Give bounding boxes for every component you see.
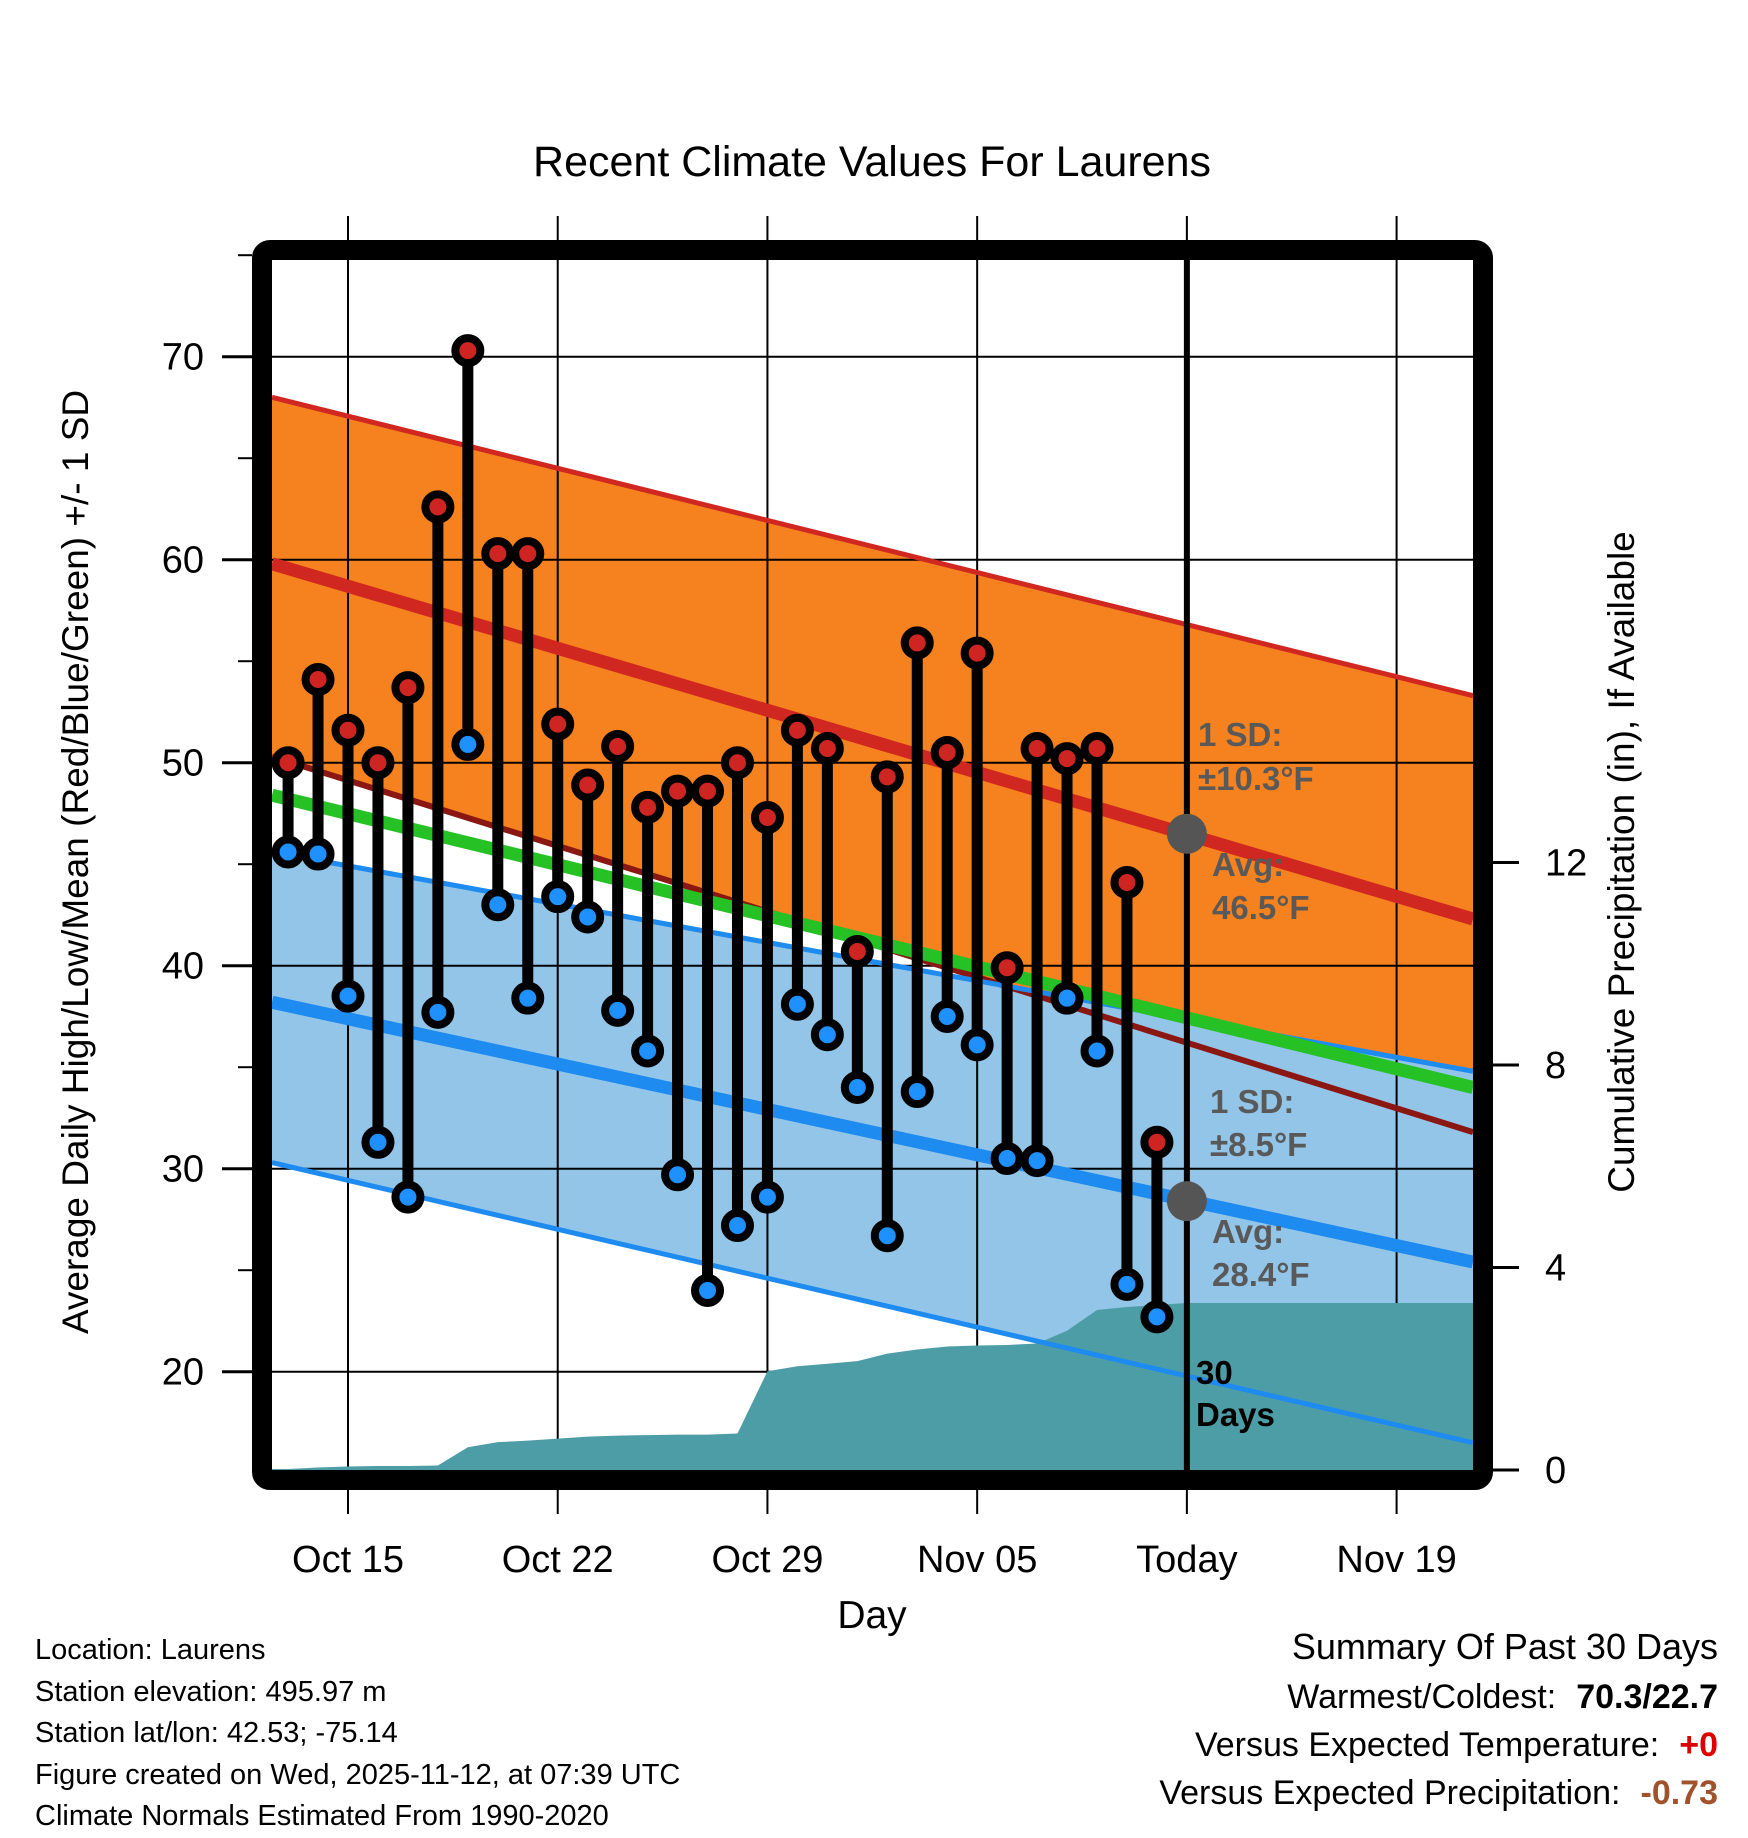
daily-high-dot <box>336 718 361 743</box>
climate-normals-note: Climate Normals Estimated From 1990-2020 <box>35 1800 609 1832</box>
left-tick-label: 60 <box>161 539 204 582</box>
plot-area <box>162 216 1588 1581</box>
station-latlon: Station lat/lon: 42.53; -75.14 <box>35 1717 398 1749</box>
daily-low-dot <box>425 1000 450 1025</box>
summary-row-warmest-coldest <box>1159 1678 1718 1717</box>
summary-row-vs-temp <box>1159 1726 1718 1765</box>
daily-low-dot <box>605 998 630 1023</box>
vs-precip-value: -0.73 <box>1640 1774 1718 1812</box>
daily-low-dot <box>665 1162 690 1187</box>
daily-high-dot <box>306 667 331 692</box>
daily-low-dot <box>725 1213 750 1238</box>
daily-low-dot <box>1144 1304 1169 1329</box>
x-tick-label: Nov 19 <box>1336 1539 1457 1581</box>
daily-high-dot <box>725 750 750 775</box>
warmest-coldest-value: 70.3/22.7 <box>1576 1678 1718 1716</box>
daily-low-dot <box>905 1079 930 1104</box>
today-avg-low-marker <box>1167 1181 1207 1221</box>
daily-low-dot <box>515 986 540 1011</box>
precip-area <box>272 1303 1473 1470</box>
left-tick-label: 30 <box>161 1148 204 1191</box>
daily-low-dot <box>545 884 570 909</box>
low-avg-value: 28.4°F <box>1212 1256 1310 1293</box>
daily-high-dot <box>485 541 510 566</box>
right-tick-label: 4 <box>1545 1247 1567 1290</box>
period-label-line2: Days <box>1196 1396 1275 1433</box>
daily-low-dot <box>755 1185 780 1210</box>
daily-high-dot <box>815 736 840 761</box>
right-tick-label: 8 <box>1545 1045 1567 1087</box>
right-tick-label: 0 <box>1545 1450 1567 1492</box>
daily-high-dot <box>665 779 690 804</box>
summary-row-vs-precip <box>1159 1774 1718 1813</box>
high-sd-value: ±10.3°F <box>1198 760 1314 797</box>
daily-low-dot <box>845 1075 870 1100</box>
period-label-line1: 30 <box>1196 1354 1233 1391</box>
daily-low-dot <box>306 842 331 867</box>
daily-low-dot <box>875 1223 900 1248</box>
summary-title: Summary Of Past 30 Days <box>1291 1626 1718 1667</box>
low-avg-label: Avg: <box>1212 1213 1285 1250</box>
vs-temp-value: +0 <box>1679 1726 1718 1764</box>
today-avg-high-marker <box>1167 814 1207 854</box>
daily-high-dot <box>425 494 450 519</box>
daily-high-dot <box>605 734 630 759</box>
daily-high-dot <box>785 718 810 743</box>
daily-low-dot <box>1025 1148 1050 1173</box>
chart-title: Recent Climate Values For Laurens <box>533 138 1211 186</box>
daily-low-dot <box>336 984 361 1009</box>
daily-high-dot <box>935 740 960 765</box>
left-tick-label: 40 <box>161 945 204 988</box>
daily-high-dot <box>905 630 930 655</box>
daily-high-dot <box>395 675 420 700</box>
left-tick-label: 20 <box>161 1351 204 1394</box>
daily-high-dot <box>755 805 780 830</box>
daily-high-dot <box>1144 1130 1169 1155</box>
station-location: Location: Laurens <box>35 1634 266 1666</box>
summary-panel <box>1159 1626 1718 1813</box>
daily-high-dot <box>635 795 660 820</box>
daily-high-dot <box>1085 736 1110 761</box>
daily-low-dot <box>785 992 810 1017</box>
daily-low-dot <box>1085 1038 1110 1063</box>
high-avg-value: 46.5°F <box>1212 889 1310 926</box>
x-tick-label: Oct 15 <box>292 1539 404 1581</box>
x-tick-label: Oct 29 <box>711 1539 824 1581</box>
daily-high-dot <box>276 750 301 775</box>
daily-low-dot <box>1114 1272 1139 1297</box>
daily-high-dot <box>1025 736 1050 761</box>
daily-low-dot <box>995 1146 1020 1171</box>
low-sd-label: 1 SD: <box>1210 1083 1295 1120</box>
right-tick-label: 12 <box>1545 842 1588 885</box>
left-tick-label: 70 <box>161 336 204 379</box>
daily-high-dot <box>365 750 390 775</box>
daily-low-dot <box>965 1032 990 1057</box>
vs-precip-label: Versus Expected Precipitation: <box>1159 1774 1621 1812</box>
daily-high-dot <box>845 939 870 964</box>
high-sd-label: 1 SD: <box>1198 716 1283 753</box>
daily-high-dot <box>875 764 900 789</box>
high-avg-label: Avg: <box>1212 846 1285 883</box>
figure-created: Figure created on Wed, 2025-11-12, at 07:39 UTC <box>35 1758 681 1791</box>
daily-low-dot <box>695 1278 720 1303</box>
daily-high-dot <box>515 541 540 566</box>
daily-high-dot <box>575 773 600 798</box>
vs-temp-label: Versus Expected Temperature: <box>1194 1726 1660 1764</box>
daily-high-dot <box>995 955 1020 980</box>
daily-high-dot <box>545 712 570 737</box>
daily-low-dot <box>635 1038 660 1063</box>
daily-low-dot <box>365 1130 390 1155</box>
x-axis-label: Day <box>837 1594 907 1637</box>
warmest-coldest-label: Warmest/Coldest: <box>1287 1678 1557 1716</box>
daily-high-dot <box>1114 870 1139 895</box>
daily-low-dot <box>395 1185 420 1210</box>
daily-low-dot <box>1055 986 1080 1011</box>
x-tick-label: Oct 22 <box>501 1539 614 1581</box>
right-axis-label: Cumulative Precipitation (in), If Available <box>1601 531 1642 1193</box>
daily-high-dot <box>965 641 990 666</box>
low-sd-value: ±8.5°F <box>1210 1126 1308 1163</box>
daily-low-dot <box>815 1022 840 1047</box>
daily-low-dot <box>276 840 301 865</box>
daily-high-dot <box>695 779 720 804</box>
daily-low-dot <box>935 1004 960 1029</box>
x-tick-label: Nov 05 <box>916 1539 1038 1581</box>
left-axis-label: Average Daily High/Low/Mean (Red/Blue/Green) +/- 1 SD <box>55 389 96 1335</box>
left-tick-label: 50 <box>161 742 204 785</box>
daily-low-dot <box>485 892 510 917</box>
daily-high-dot <box>1055 746 1080 771</box>
daily-high-dot <box>455 338 480 363</box>
daily-low-dot <box>455 732 480 757</box>
x-tick-label: Today <box>1136 1539 1238 1581</box>
station-elevation: Station elevation: 495.97 m <box>35 1675 387 1708</box>
daily-low-dot <box>575 904 600 929</box>
station-info <box>35 1630 680 1838</box>
